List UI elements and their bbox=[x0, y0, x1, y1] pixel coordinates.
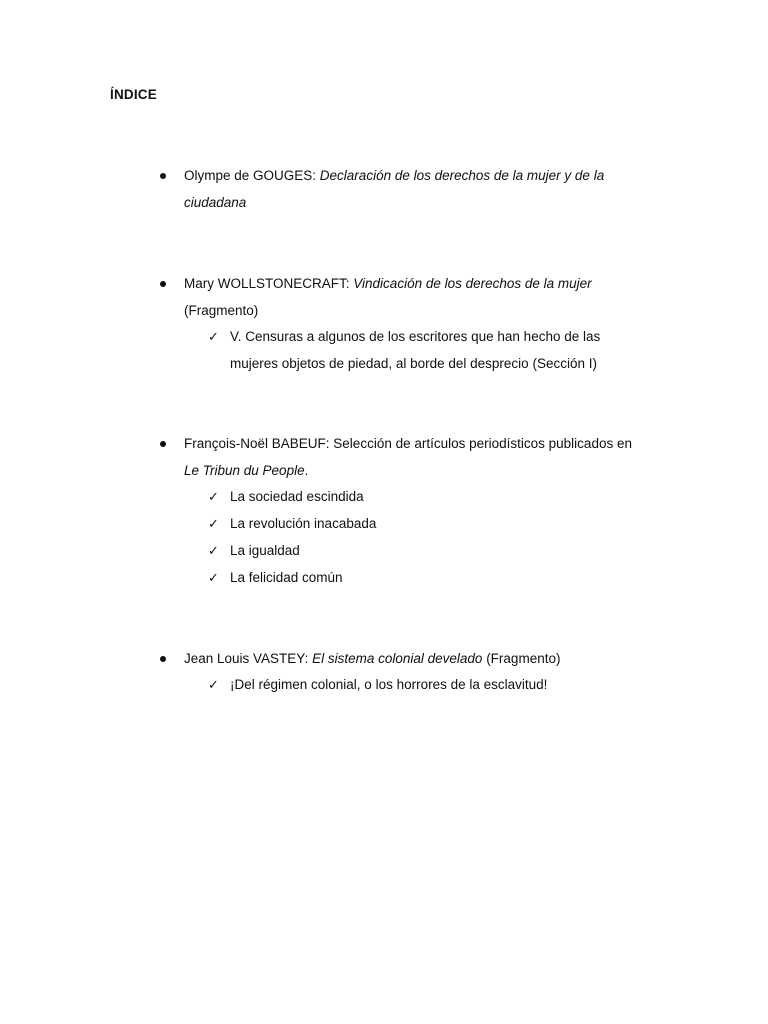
checkmark-icon: ✓ bbox=[208, 570, 219, 585]
index-title: ÍNDICE bbox=[110, 87, 157, 102]
entry-note: (Fragmento) bbox=[184, 303, 259, 318]
subitem-line: La sociedad escindida bbox=[230, 489, 364, 504]
subitem-line: V. Censuras a algunos de los escritores que han hecho de las bbox=[230, 329, 601, 344]
entry-line bbox=[184, 650, 560, 668]
entry-line bbox=[184, 275, 592, 293]
bullet-icon bbox=[160, 173, 166, 179]
entry-work: El sistema colonial develado bbox=[312, 651, 483, 666]
entry-author: Olympe de GOUGES: bbox=[184, 168, 320, 183]
entry-line bbox=[184, 167, 604, 185]
entry-note: (Fragmento) bbox=[482, 651, 561, 666]
bullet-icon bbox=[160, 656, 166, 662]
subitem-line: La igualdad bbox=[230, 543, 300, 558]
entry-punctuation: . bbox=[304, 463, 309, 478]
bullet-icon bbox=[160, 441, 166, 447]
entry-text: Selección de artículos periodísticos publicados en bbox=[333, 436, 632, 451]
subitem-line: La felicidad común bbox=[230, 570, 343, 585]
subitem-line: ¡Del régimen colonial, o los horrores de la esclavitud! bbox=[230, 677, 548, 692]
entry-author: François-Noël BABEUF: bbox=[184, 436, 334, 451]
subitem-line: La revolución inacabada bbox=[230, 516, 377, 531]
entry-line bbox=[184, 435, 632, 453]
subitem-line-continued: mujeres objetos de piedad, al borde del desprecio (Sección I) bbox=[230, 356, 597, 371]
entry-work-continued: ciudadana bbox=[184, 195, 247, 210]
checkmark-icon: ✓ bbox=[208, 489, 219, 504]
bullet-icon bbox=[160, 281, 166, 287]
entry-work: Declaración de los derechos de la mujer y de la bbox=[319, 168, 605, 183]
checkmark-icon: ✓ bbox=[208, 329, 219, 344]
checkmark-icon: ✓ bbox=[208, 516, 219, 531]
checkmark-icon: ✓ bbox=[208, 677, 219, 692]
entry-author: Mary WOLLSTONECRAFT: bbox=[184, 276, 354, 291]
entry-author: Jean Louis VASTEY: bbox=[184, 651, 313, 666]
entry-work: Vindicación de los derechos de la mujer bbox=[353, 276, 592, 291]
entry-work: Le Tribun du People bbox=[184, 463, 305, 478]
entry-line-continued bbox=[184, 462, 308, 480]
checkmark-icon: ✓ bbox=[208, 543, 219, 558]
